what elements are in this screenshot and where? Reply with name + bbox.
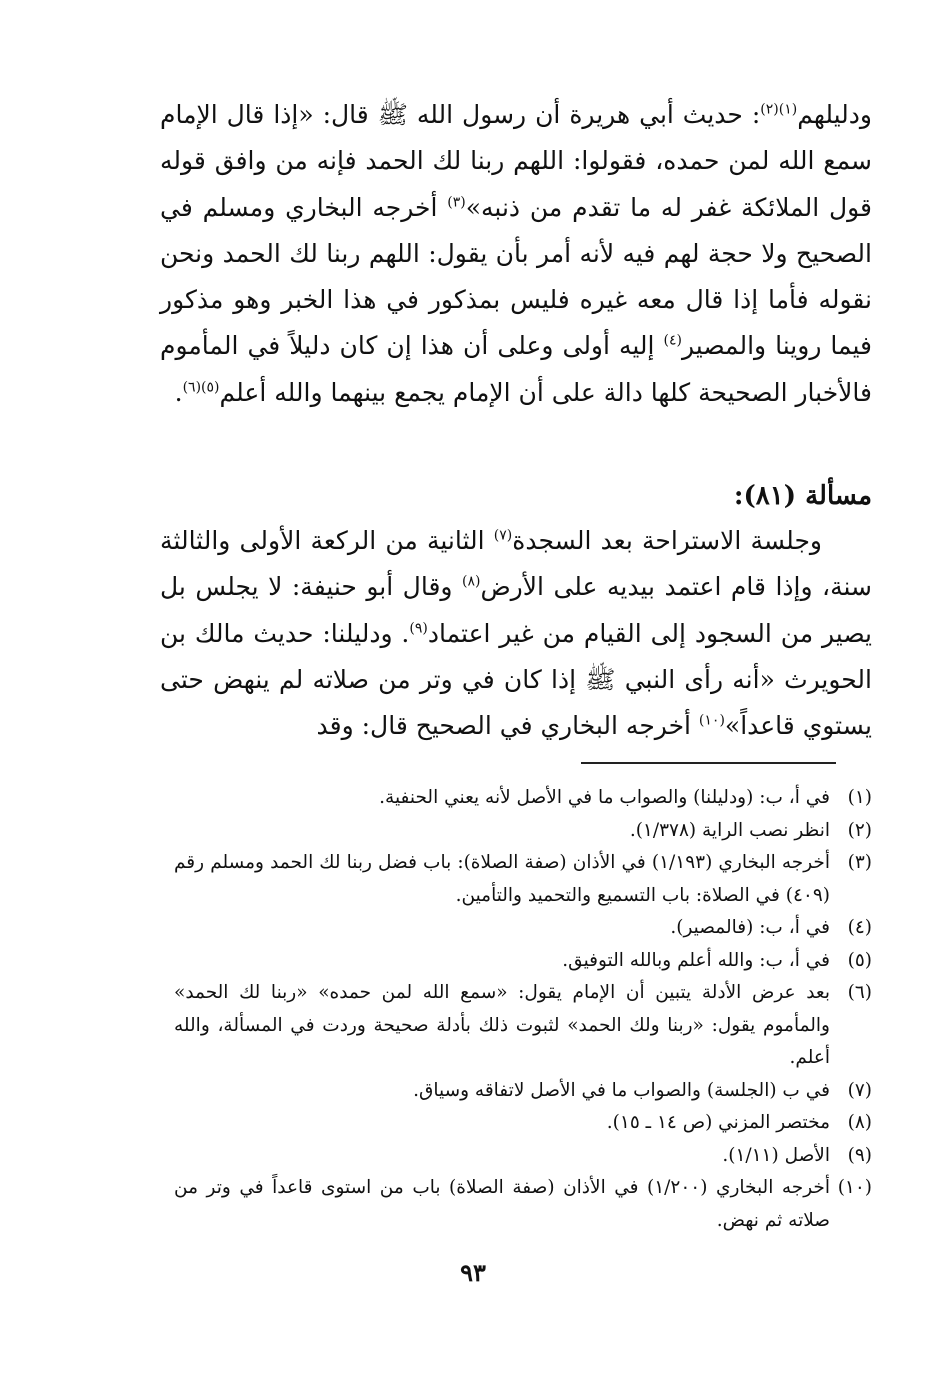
paragraph-2-part-3: وقال أبو حنيفة: لا يجلس بل يصير من السجود إلى القيام من غير اعتماد	[160, 572, 872, 648]
footnote-ref-10: (١٠)	[698, 712, 725, 729]
footnote-item	[174, 815, 872, 848]
footnote-ref-4: (٤)	[663, 333, 682, 350]
footnote-divider	[581, 762, 836, 764]
footnote-number: (٤)	[847, 917, 872, 938]
footnote-number: (٧)	[847, 1079, 872, 1101]
footnote-ref-5-6: (٥)(٦)	[182, 379, 220, 396]
footnote-ref-3: (٣)	[447, 194, 466, 211]
footnote-item	[174, 847, 872, 912]
footnote-number: (٣)	[847, 852, 872, 873]
footnote-item	[174, 945, 872, 978]
footnote-item	[174, 1075, 872, 1108]
footnote-number: (٩)	[847, 1144, 872, 1166]
paragraph-1-part-5: .	[174, 377, 183, 407]
paragraph-2	[160, 518, 872, 749]
footnote-item	[174, 1140, 872, 1173]
footnote-text: في أ، ب: والله أعلم وبالله التوفيق.	[562, 949, 830, 971]
footnote-ref-9: (٩)	[409, 620, 428, 637]
paragraph-1-part-1: ودليلهم	[797, 100, 872, 129]
footnote-text: أخرجه البخاري (١/١٩٣) في الأذان (صفة الصلاة): باب فضل ربنا لك الحمد ومسلم رقم (٤٠٩) في الصلاة: باب التسميع والتحميد والتأمين.	[174, 852, 831, 906]
page-number: ٩٣	[460, 1258, 486, 1287]
footnote-text: في أ، ب: (ودليلنا) والصواب ما في الأصل لأنه يعني الحنفية.	[379, 787, 830, 808]
footnotes-section	[174, 782, 872, 1237]
footnote-ref-1-2: (١)(٢)	[760, 101, 798, 118]
second-text-block	[160, 518, 872, 749]
footnote-item	[174, 912, 872, 945]
paragraph-2-part-4: . ودليلنا: حديث مالك بن الحويرث «أنه رأى النبي ﷺ إذا كان في وتر من صلاته لم ينهض حتى يستوي قاعداً»	[160, 618, 872, 741]
paragraph-1	[160, 92, 872, 416]
footnote-number: (٨)	[847, 1112, 872, 1133]
footnote-text: بعد عرض الأدلة يتبين أن الإمام يقول: «سمع الله لمن حمده» «ربنا لك الحمد» والمأموم يقول: «ربنا ولك الحمد» لثبوت ذلك بأدلة صحيحة وردت في المسألة، والله أعلم.	[174, 982, 830, 1068]
footnote-text: الأصل (١/١١).	[722, 1144, 830, 1166]
footnote-number: (٥)	[847, 949, 872, 971]
paragraph-1-part-4: إليه أولى وعلى أن هذا إن كان دليلاً في المأموم فالأخبار الصحيحة كلها دالة على أن الإمام يجمع بينهما والله أعلم	[160, 331, 872, 407]
footnote-text: مختصر المزني (ص ١٤ ـ ١٥).	[606, 1112, 830, 1133]
footnote-ref-8: (٨)	[461, 573, 481, 590]
main-text-block	[160, 92, 872, 416]
footnote-item	[174, 977, 872, 1075]
footnote-text: انظر نصب الراية (١/٣٧٨).	[629, 819, 830, 841]
footnote-text: في أ، ب: (فالمصير).	[670, 917, 830, 938]
footnote-number: (١٠)	[837, 1177, 872, 1198]
paragraph-1-part-2: : حديث أبي هريرة أن رسول الله ﷺ قال: «إذا قال الإمام سمع الله لمن حمده، فقولوا: اللهم ربنا لك الحمد فإنه من وافق قوله قول الملائكة غفر له ما تقدم من ذنبه»	[160, 100, 872, 222]
footnote-number: (٢)	[847, 819, 872, 841]
section-heading: مسألة (٨١):	[733, 481, 872, 511]
footnote-number: (١)	[847, 787, 872, 808]
paragraph-2-part-2: الثانية من الركعة الأولى والثالثة سنة، وإذا قام اعتمد بيديه على الأرض	[160, 526, 872, 602]
footnote-item	[174, 1107, 872, 1140]
footnote-text: أخرجه البخاري (١/٢٠٠) في الأذان (صفة الصلاة) باب من استوى قاعداً في وتر من صلاته ثم نهض.	[174, 1177, 830, 1231]
paragraph-2-part-1: وجلسة الاستراحة بعد السجدة	[512, 526, 822, 555]
footnote-item	[174, 1172, 872, 1237]
paragraph-2-part-5: أخرجه البخاري في الصحيح قال: وقد	[316, 711, 699, 741]
footnote-number: (٦)	[847, 982, 872, 1003]
footnote-text: في ب (الجلسة) والصواب ما في الأصل لاتفاقه وسياق.	[413, 1079, 830, 1101]
footnote-item	[174, 782, 872, 815]
footnote-ref-7: (٧)	[493, 527, 513, 544]
paragraph-1-part-3: أخرجه البخاري ومسلم في الصحيح ولا حجة لهم فيه لأنه أمر بأن يقول: اللهم ربنا لك الحمد ونحن نقوله فأما إذا قال معه غيره فليس بمذكور في هذا الخبر وهو مذكور فيما روينا والمصير	[160, 192, 872, 361]
